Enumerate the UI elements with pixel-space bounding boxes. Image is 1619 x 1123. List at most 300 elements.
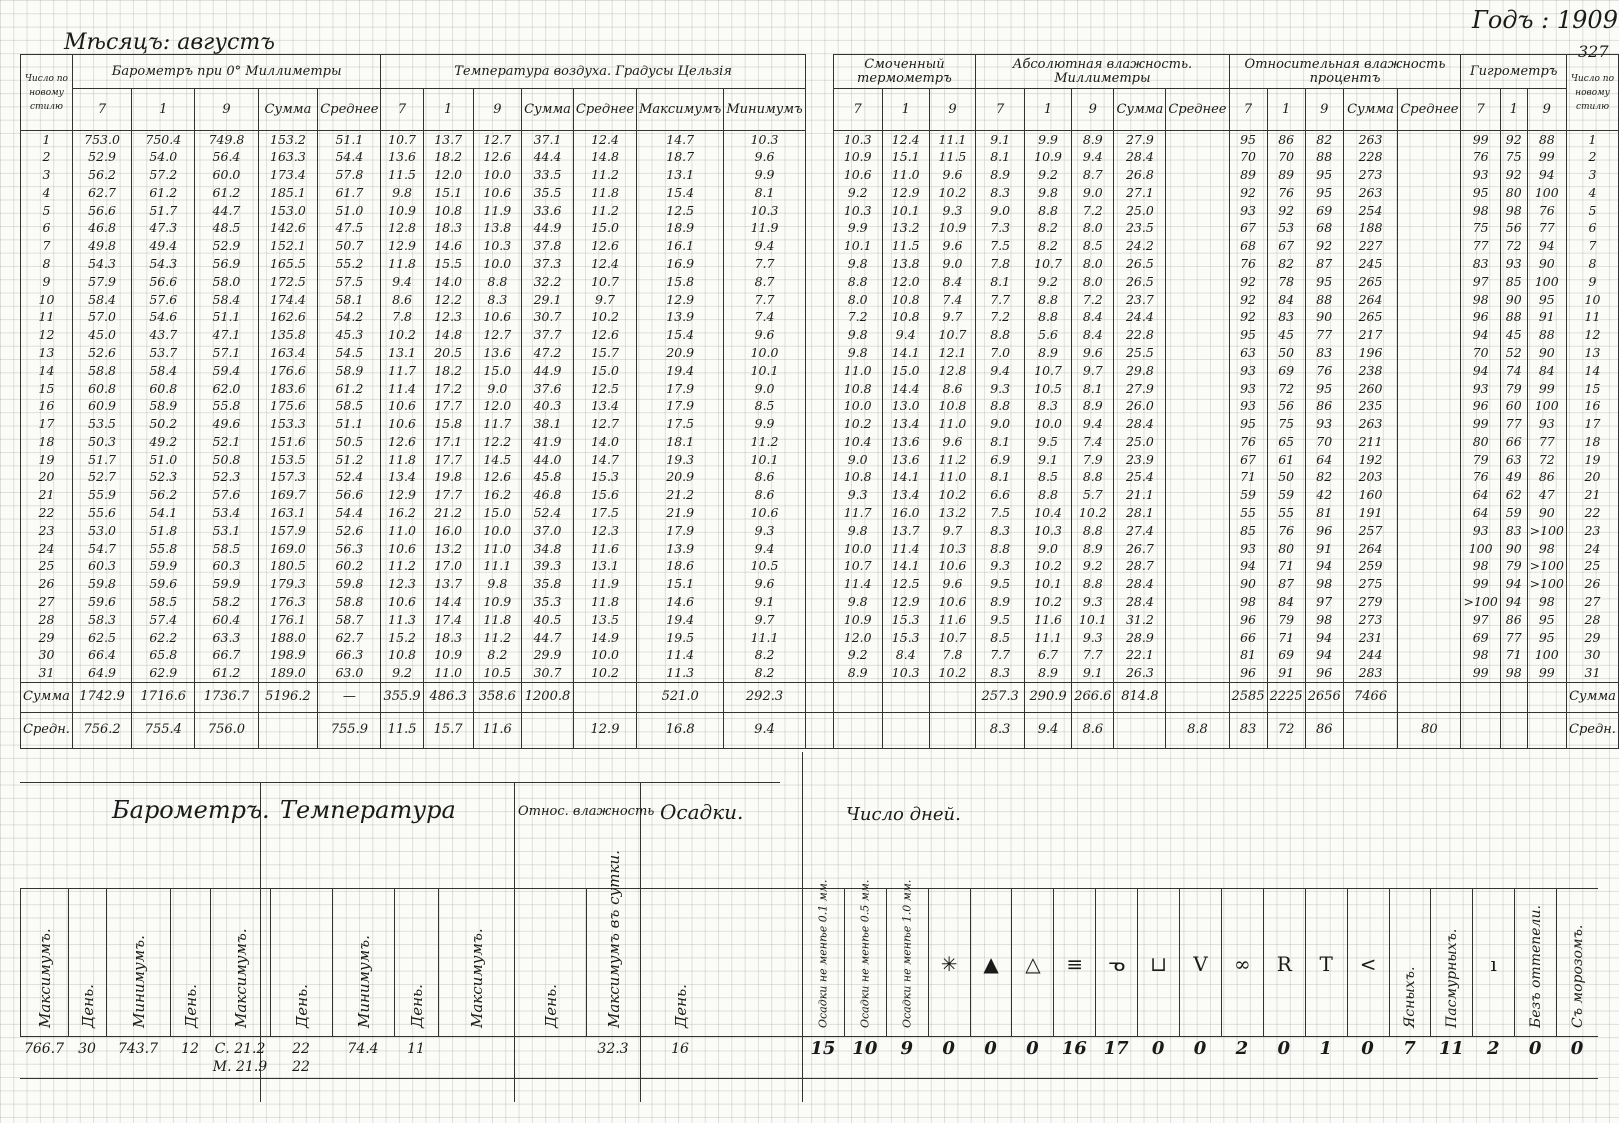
table-cell: 12.1 [929,344,976,362]
table-cell: 23 [21,522,73,540]
table-cell: 99 [1461,131,1500,149]
table-cell: 10.6 [381,593,423,611]
table-cell: 77 [1461,237,1500,255]
table-cell: 8.4 [1072,326,1114,344]
table-cell: 64.9 [72,664,131,682]
days-column [844,879,886,1036]
table-cell: 10.1 [1072,611,1114,629]
table-cell: 90 [1500,291,1527,309]
table-cell: 64 [1461,504,1500,522]
table-cell: 11.9 [473,202,522,220]
column-value: 10 [852,1038,878,1059]
weather-symbol-column [1095,888,1137,1036]
table-cell: 51.7 [132,202,195,220]
hyg-subheader: 7 [1461,89,1500,131]
table-cell: 56.6 [318,486,381,504]
table-cell: 9.0 [833,451,882,469]
table-cell: 8.8 [1072,575,1114,593]
table-cell: 9.5 [976,575,1025,593]
table-cell: 10.0 [724,344,805,362]
table-cell: 263 [1343,415,1398,433]
table-cell [1398,291,1461,309]
weather-symbol-icon: ı [1490,952,1497,976]
table-cell [1398,593,1461,611]
table-cell: 13.7 [882,522,929,540]
table-cell: 12.0 [473,397,522,415]
table-cell [1166,326,1229,344]
table-cell [1166,291,1229,309]
table-cell: 192 [1343,451,1398,469]
table-cell: 1 [1566,131,1618,149]
table-cell: 52.3 [132,469,195,487]
table-cell [1166,664,1229,682]
table-cell: 7.8 [976,255,1025,273]
table-cell: 21 [21,486,73,504]
table-cell: 100 [1527,397,1566,415]
table-cell: 53.4 [195,504,258,522]
barometer-section-title: Барометръ. [112,796,270,824]
table-cell: 79 [1267,611,1305,629]
table-cell: 90 [1229,575,1267,593]
table-cell: 11.1 [724,629,805,647]
table-cell: 11.2 [381,558,423,576]
table-cell: 61.2 [195,664,258,682]
table-cell: 100 [1527,184,1566,202]
table-cell: 173.4 [258,166,318,184]
table-cell: 58.1 [318,291,381,309]
table-cell: 11.8 [473,611,522,629]
table-cell: 96 [1305,664,1343,682]
table-cell: 8 [1566,255,1618,273]
table-cell: 56.9 [195,255,258,273]
table-cell: 263 [1343,184,1398,202]
table-cell: 98 [1461,291,1500,309]
table-cell: 27 [1566,593,1618,611]
table-cell: 89 [1229,166,1267,184]
column-value: 1 [1319,1038,1332,1059]
table-row [21,184,1619,202]
table-cell: 9.3 [833,486,882,504]
table-cell: 47 [1527,486,1566,504]
table-cell: 59.8 [72,575,131,593]
table-cell: 69 [1305,202,1343,220]
table-cell: 94 [1229,558,1267,576]
table-cell: 12.5 [637,202,724,220]
table-cell: 7.8 [929,647,976,665]
table-cell: 86 [1267,131,1305,149]
table-cell: 14 [1566,362,1618,380]
table-cell: 8.4 [1072,308,1114,326]
table-cell: 52.6 [72,344,131,362]
table-cell: 10.2 [1024,558,1071,576]
table-cell: 52.7 [72,469,131,487]
table-cell [1166,219,1229,237]
table-cell: 189.0 [258,664,318,682]
table-cell [573,682,636,712]
table-cell: 15.3 [882,629,929,647]
table-cell: 30 [21,647,73,665]
table-cell: 50.7 [318,237,381,255]
table-cell [805,362,833,380]
table-cell: 47.2 [522,344,574,362]
table-row [21,664,1619,682]
table-cell: 15.1 [637,575,724,593]
table-cell: 9.0 [976,415,1025,433]
table-cell: 44.7 [522,629,574,647]
table-cell: 8.8 [1166,712,1229,748]
table-cell: 19.8 [423,469,473,487]
table-cell [1398,522,1461,540]
table-cell: 55.6 [72,504,131,522]
table-cell: 8.9 [976,593,1025,611]
abs-subheader: 7 [976,89,1025,131]
table-cell: 9.4 [724,712,805,748]
table-cell: 62.7 [318,629,381,647]
column-value: 0 [1277,1038,1291,1059]
table-cell: 9.6 [929,237,976,255]
table-cell: 86 [1527,469,1566,487]
table-cell: 142.6 [258,219,318,237]
table-cell: 80 [1461,433,1500,451]
hyg-subheader: 9 [1527,89,1566,131]
table-cell: 64 [1305,451,1343,469]
table-cell: 18.2 [423,362,473,380]
table-cell: 10.0 [473,522,522,540]
table-cell [1398,362,1461,380]
table-cell: 56 [1267,397,1305,415]
table-cell [1166,273,1229,291]
table-cell: 77 [1500,415,1527,433]
table-cell: 100 [1461,540,1500,558]
table-cell: 8.9 [833,664,882,682]
table-cell: 21.2 [423,504,473,522]
table-cell: 83 [1229,712,1267,748]
table-cell: 755.9 [318,712,381,748]
table-cell [805,682,833,712]
table-cell: 3 [1566,166,1618,184]
table-cell: 2225 [1267,682,1305,712]
table-cell: 88 [1305,148,1343,166]
column-label: Максимумъ въ сутки. [604,850,623,1028]
column-label: День. [78,984,97,1028]
table-cell: >100 [1461,593,1500,611]
table-cell: 90 [1305,308,1343,326]
table-cell: 58.8 [72,362,131,380]
table-cell: 58.2 [195,593,258,611]
column-label: День. [671,984,690,1028]
table-cell: 9 [21,273,73,291]
table-cell: 66.4 [72,647,131,665]
table-cell: 11.1 [929,131,976,149]
table-cell: 521.0 [637,682,724,712]
table-cell [258,712,318,748]
rel-subheader: 9 [1305,89,1343,131]
table-cell: 8.6 [929,380,976,398]
table-cell: 12.4 [573,255,636,273]
table-cell: 50.8 [195,451,258,469]
table-cell: 9.9 [833,219,882,237]
abs-subheader: 9 [1072,89,1114,131]
table-cell: 98 [1305,575,1343,593]
column-value: 16 [671,1041,689,1057]
table-cell: 46.8 [72,219,131,237]
table-cell: 13.2 [423,540,473,558]
table-row [21,131,1619,149]
table-cell: 99 [1527,664,1566,682]
table-cell: 98 [1305,611,1343,629]
table-cell: 23.9 [1114,451,1166,469]
table-cell: 10.8 [929,397,976,415]
table-cell [1166,629,1229,647]
table-cell: 37.3 [522,255,574,273]
table-cell [1166,415,1229,433]
table-cell: 254 [1343,202,1398,220]
table-cell: 94 [1500,593,1527,611]
table-cell: 45.3 [318,326,381,344]
table-cell [1166,593,1229,611]
table-cell: 15.2 [381,629,423,647]
table-cell: 63 [1500,451,1527,469]
table-cell: 30.7 [522,664,574,682]
table-cell: 67 [1267,237,1305,255]
table-cell [1398,397,1461,415]
table-cell: 10.1 [833,237,882,255]
table-cell: 95 [1305,184,1343,202]
table-cell [1166,362,1229,380]
table-cell [805,202,833,220]
table-cell: 188 [1343,219,1398,237]
table-cell [805,664,833,682]
table-cell: 8.2 [1024,237,1071,255]
table-cell: 59 [1229,486,1267,504]
table-cell: 265 [1343,273,1398,291]
table-cell: 54.3 [72,255,131,273]
table-cell: 14.5 [473,451,522,469]
table-cell: 11.8 [573,184,636,202]
table-cell: 749.8 [195,131,258,149]
table-cell: 10.3 [833,131,882,149]
table-cell: 9.8 [833,593,882,611]
table-cell: 10.3 [724,202,805,220]
table-cell: 29.8 [1114,362,1166,380]
table-cell: 163.1 [258,504,318,522]
table-cell: 8 [21,255,73,273]
table-cell: 15.0 [882,362,929,380]
table-cell: 56.3 [318,540,381,558]
table-cell: 30 [1566,647,1618,665]
summary-column [170,888,210,1036]
table-cell: 13.2 [929,504,976,522]
table-cell: 10.5 [724,558,805,576]
table-cell: 15.0 [473,504,522,522]
table-cell: 814.8 [1114,682,1166,712]
table-cell: 13.6 [882,451,929,469]
table-cell: 65 [1267,433,1305,451]
table-cell: 18.3 [423,219,473,237]
table-cell: 279 [1343,593,1398,611]
table-cell: 37.0 [522,522,574,540]
table-cell: 15.0 [573,362,636,380]
table-cell: 10.7 [1024,255,1071,273]
column-value: 2 [1235,1038,1249,1059]
table-cell: 96 [1229,664,1267,682]
wet-therm-header: Смоченный термометръ [833,55,976,89]
table-cell [1166,540,1229,558]
table-cell [1398,486,1461,504]
table-cell [1398,237,1461,255]
table-cell: 8.7 [724,273,805,291]
table-cell: 62.9 [132,664,195,682]
table-cell: 8.6 [724,469,805,487]
table-cell: 97 [1305,593,1343,611]
table-cell: 12.9 [882,593,929,611]
table-cell: 77 [1500,629,1527,647]
table-cell: 58.9 [132,397,195,415]
table-cell: 11.0 [882,166,929,184]
table-cell: 96 [1461,397,1500,415]
table-cell: 100 [1527,647,1566,665]
table-cell: 96 [1229,611,1267,629]
weather-symbol-column [1053,888,1095,1036]
table-cell: 21.9 [637,504,724,522]
table-cell: 95 [1527,611,1566,629]
table-cell: 95 [1527,629,1566,647]
table-cell: 9.8 [1024,184,1071,202]
days-section-title: Число дней. [846,804,961,825]
table-cell: 66 [1229,629,1267,647]
table-cell: 14.7 [573,451,636,469]
table-cell: 39.3 [522,558,574,576]
table-cell [805,273,833,291]
weather-symbol-column [1011,888,1053,1036]
table-cell: 44.7 [195,202,258,220]
column-value: 0 [1151,1038,1165,1059]
column-label: Осадки не менѣе 0.5 мм. [858,879,872,1028]
table-cell: 94 [1305,629,1343,647]
table-cell: 162.6 [258,308,318,326]
table-cell: 10.7 [381,131,423,149]
table-cell: 50 [1267,469,1305,487]
table-cell: 169.0 [258,540,318,558]
table-cell: 60.9 [72,397,131,415]
table-cell: 13.8 [473,219,522,237]
rel-subheader: 1 [1267,89,1305,131]
table-cell: 9.2 [381,664,423,682]
table-cell: 165.5 [258,255,318,273]
table-cell: 47.5 [318,219,381,237]
table-cell: 17 [21,415,73,433]
table-cell: 50 [1267,344,1305,362]
table-cell: 8.8 [473,273,522,291]
table-cell: 12.9 [637,291,724,309]
table-cell: 8.9 [1024,344,1071,362]
table-cell: 11.0 [381,522,423,540]
table-cell: 77 [1305,326,1343,344]
table-cell: 12.6 [573,237,636,255]
table-cell: 54.3 [132,255,195,273]
table-cell: 52.1 [195,433,258,451]
weather-symbol-column [1347,888,1389,1036]
table-cell: 11.4 [833,575,882,593]
table-cell: 93 [1229,380,1267,398]
table-cell: 9.0 [473,380,522,398]
table-cell: 53.0 [72,522,131,540]
table-cell: 55.9 [72,486,131,504]
table-cell: 60.3 [195,558,258,576]
table-cell: 19.5 [637,629,724,647]
table-cell: 99 [1461,575,1500,593]
table-cell: 18.6 [637,558,724,576]
table-row [21,558,1619,576]
table-cell: 59.8 [318,575,381,593]
table-cell: 59.9 [195,575,258,593]
table-cell: 51.1 [195,308,258,326]
table-cell: 14.6 [637,593,724,611]
table-cell: 76 [1229,433,1267,451]
table-cell: 5.7 [1072,486,1114,504]
weather-symbol-column [1221,888,1263,1036]
table-cell: 61.2 [195,184,258,202]
table-cell: 11.1 [473,558,522,576]
table-cell [1398,451,1461,469]
table-cell: 84 [1527,362,1566,380]
table-cell: 91 [1527,308,1566,326]
table-cell: 6.9 [976,451,1025,469]
table-cell: 8.8 [833,273,882,291]
table-cell: 58.9 [318,362,381,380]
summary-column [640,888,720,1036]
table-cell: 35.3 [522,593,574,611]
table-cell: 11.1 [1024,629,1071,647]
table-cell: 10.0 [1024,415,1071,433]
table-row [21,166,1619,184]
table-cell: 9.4 [381,273,423,291]
table-cell: 75 [1267,415,1305,433]
table-cell: 70 [1305,433,1343,451]
table-cell: 85 [1229,522,1267,540]
table-cell [1398,308,1461,326]
table-cell [929,682,976,712]
table-cell: 95 [1527,291,1566,309]
table-cell: 99 [1527,380,1566,398]
day-header-right: Число по новому стилю [1566,55,1618,131]
table-cell: 15 [21,380,73,398]
table-cell: 10.7 [929,629,976,647]
table-cell: 71 [1267,629,1305,647]
table-cell: 13.2 [882,219,929,237]
table-cell: 9.8 [833,255,882,273]
table-cell: 18.7 [637,148,724,166]
table-cell: 12.3 [573,522,636,540]
table-cell: 7.2 [833,308,882,326]
table-cell: 10.7 [573,273,636,291]
table-cell [805,184,833,202]
table-cell: 8.1 [976,433,1025,451]
table-cell: 88 [1527,326,1566,344]
table-cell: 86 [1500,611,1527,629]
table-cell: — [318,682,381,712]
table-cell: 27.9 [1114,380,1166,398]
table-cell: 7.7 [724,291,805,309]
table-cell: 86 [1305,397,1343,415]
table-cell: 97 [1461,611,1500,629]
table-cell: 37.1 [522,131,574,149]
table-cell [1398,575,1461,593]
table-cell: Сумма [1566,682,1618,712]
table-cell [805,486,833,504]
table-cell: 57.9 [72,273,131,291]
table-cell: 25.0 [1114,433,1166,451]
